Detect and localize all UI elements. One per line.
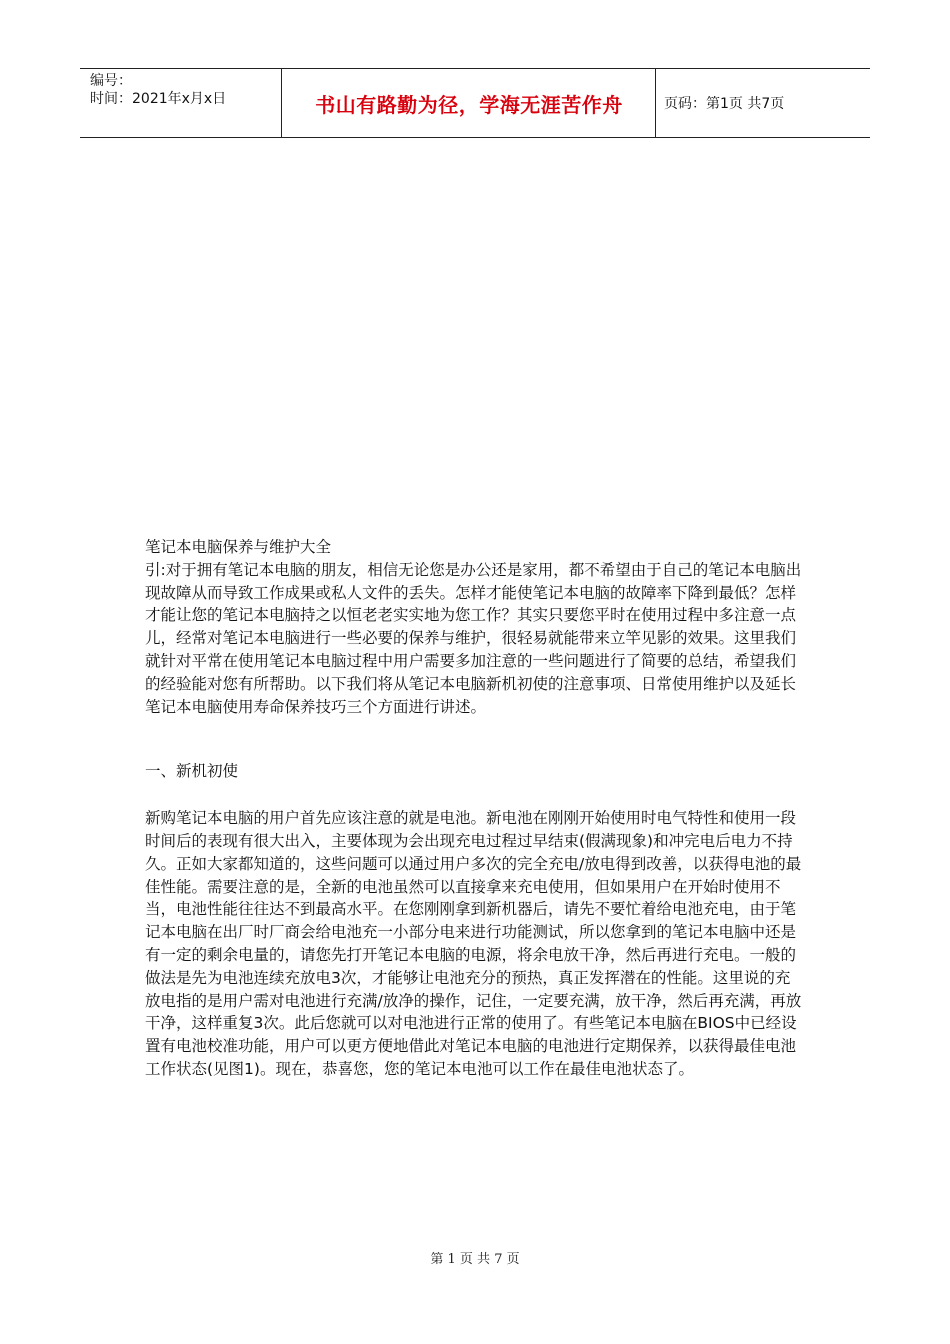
header-motto-cell: [283, 69, 656, 137]
time-label: 时间：2021年x月x日: [90, 91, 227, 107]
section-paragraph: 新购笔记本电脑的用户首先应该注意的就是电池。新电池在刚刚开始使用时电气特性和使用一段时间后的表现有很大出入，主要体现为会出现充电过程过早结束(假满现象)和冲完电后电力不持久。正如大家都知道的，这些问题可以通过用户多次的完全充电/放电得到改善，以获得电池的最佳性能。需要注意的是，全新的电池虽然可以直接拿来充电使用，但如果用户在开始时使用不当，电池性能往往达不到最高水平。在您刚刚拿到新机器后，请先不要忙着给电池充电，由于笔记本电脑在出厂时厂商会给电池充一小部分电来进行功能测试，所以您拿到的笔记本电脑中还是有一定的剩余电量的，请您先打开笔记本电脑的电源，将余电放干净，然后再进行充电。一般的做法是先为电池连续充放电3次，才能够让电池充分的预热，真正发挥潜在的性能。这里说的充放电指的是用户需对电池进行充满/放净的操作，记住，一定要充满，放干净，然后再充满，再放干净，这样重复3次。此后您就可以对电池进行正常的使用了。有些笔记本电脑在BIOS中已经设置有电池校准功能，用户可以更方便地借此对笔记本电脑的电池进行定期保养，以获得最佳电池工作状态(见图1)。现在，恭喜您，您的笔记本电池可以工作在最佳电池状态了。: [145, 809, 802, 1078]
motto-text: 书山有路勤为径，学海无涯苦作舟: [315, 92, 623, 117]
header-page-code-cell: [656, 69, 878, 137]
number-label: 编号：: [90, 73, 132, 89]
document-title: 笔记本电脑保养与维护大全: [145, 538, 332, 556]
page-code: 页码：第1页 共7页: [664, 96, 785, 112]
page-header: [80, 68, 870, 138]
section-title: 一、新机初使: [145, 762, 239, 781]
intro-paragraph: 引:对于拥有笔记本电脑的朋友，相信无论您是办公还是家用，都不希望由于自己的笔记本电脑出现故障从而导致工作成果或私人文件的丢失。怎样才能使笔记本电脑的故障率下降到最低？怎样才能让您的笔记本电脑持之以恒老老实实地为您工作？其实只要您平时在使用过程中多注意一点儿，经常对笔记本电脑进行一些必要的保养与维护，很轻易就能带来立竿见影的效果。这里我们就针对平常在使用笔记本电脑过程中用户需要多加注意的一些问题进行了简要的总结，希望我们的经验能对您有所帮助。以下我们将从笔记本电脑新机初使的注意事项、日常使用维护以及延长笔记本电脑使用寿命保养技巧三个方面进行讲述。: [145, 560, 802, 716]
document-body: [145, 536, 805, 1081]
page-footer: 第 1 页 共 7 页: [430, 1252, 520, 1267]
header-meta-cell: [80, 69, 282, 137]
